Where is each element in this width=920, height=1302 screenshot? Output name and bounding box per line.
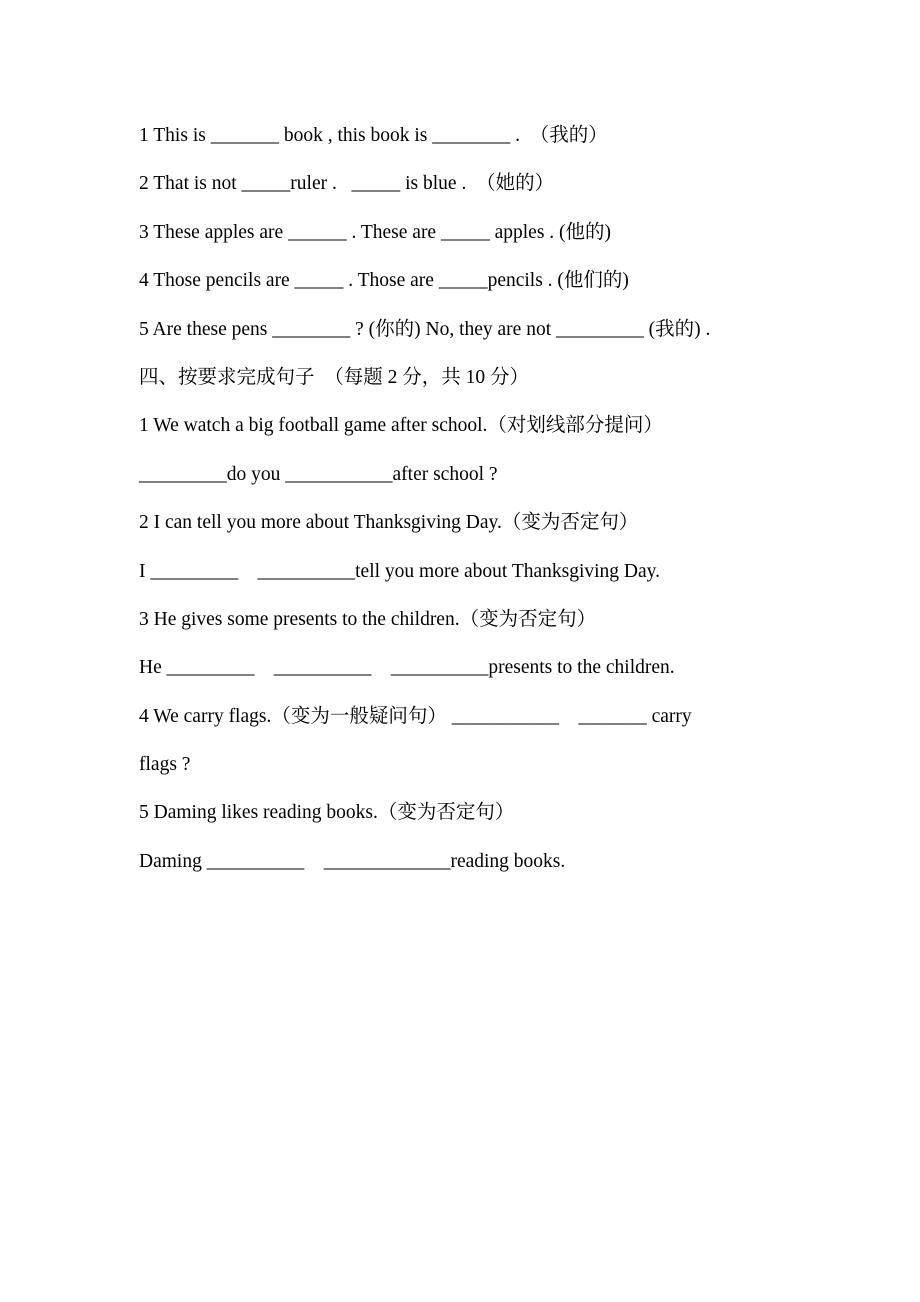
- exercise-line: 2 I can tell you more about Thanksgiving Day.（变为否定句）: [139, 512, 639, 534]
- answer-line: flags ?: [139, 754, 191, 776]
- exercise-line: 3 He gives some presents to the children.（变为否定句）: [139, 608, 597, 630]
- exercise-line: 5 Daming likes reading books.（变为否定句）: [139, 802, 515, 824]
- answer-line: He _________ __________ __________presents to the children.: [139, 657, 675, 679]
- exercise-line: 2 That is not _____ruler . _____ is blue . （她的）: [139, 173, 555, 195]
- exercise-line: 1 We watch a big football game after school.（对划线部分提问）: [139, 415, 663, 437]
- section-heading: 四、按要求完成句子 （每题 2 分，共 10 分）: [139, 366, 530, 388]
- exercise-line: 4 We carry flags.（变为一般疑问句） ___________ _______ carry: [139, 705, 692, 727]
- worksheet-page: [139, 118, 789, 892]
- answer-line: Daming __________ _____________reading books.: [139, 850, 566, 872]
- exercise-line: 3 These apples are ______ . These are _____ apples . (他的): [139, 221, 612, 243]
- exercise-line: 4 Those pencils are _____ . Those are _____pencils . (他们的): [139, 270, 629, 292]
- exercise-line: 5 Are these pens ________ ? (你的) No, they are not _________ (我的) .: [139, 318, 711, 340]
- answer-line: _________do you ___________after school ?: [139, 463, 498, 485]
- answer-line: I _________ __________tell you more about Thanksgiving Day.: [139, 560, 661, 582]
- exercise-line: 1 This is _______ book , this book is ________ . （我的）: [139, 125, 608, 146]
